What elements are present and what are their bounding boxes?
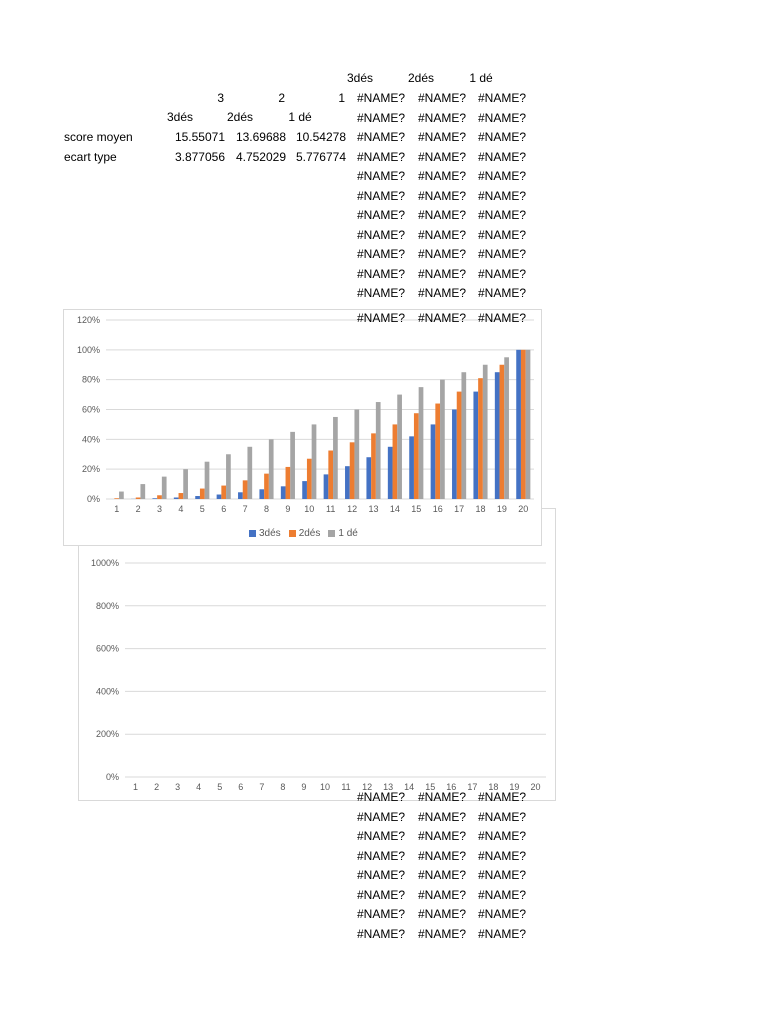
y-tick-label: 120% bbox=[76, 315, 100, 325]
x-tick-label: 19 bbox=[496, 504, 507, 514]
error-cell: #NAME? bbox=[357, 247, 406, 261]
error-cell: #NAME? bbox=[418, 150, 467, 164]
error-cell: #NAME? bbox=[418, 247, 467, 261]
bar-1-dé bbox=[419, 387, 424, 499]
error-cell: #NAME? bbox=[478, 111, 527, 125]
error-cell: #NAME? bbox=[478, 247, 527, 261]
bar-3dés bbox=[324, 474, 329, 499]
x-tick-label: 10 bbox=[304, 504, 315, 514]
bar-2dés bbox=[328, 451, 333, 499]
error-cell: #NAME? bbox=[478, 228, 527, 242]
bar-1-dé bbox=[397, 395, 402, 499]
bar-2dés bbox=[200, 489, 205, 499]
bar-1-dé bbox=[269, 439, 274, 499]
x-tick-label: 1 bbox=[114, 504, 120, 514]
error-cell: #NAME? bbox=[478, 311, 527, 325]
y-tick-label: 1000% bbox=[90, 558, 119, 568]
legend-label-2des: 2dés bbox=[298, 528, 321, 539]
error-cell: #NAME? bbox=[478, 810, 527, 824]
ecart-type-value: 3.877056 bbox=[174, 150, 225, 164]
score-moyen-value: 15.55071 bbox=[174, 130, 225, 144]
x-tick-label: 8 bbox=[280, 782, 286, 792]
bar-3dés bbox=[281, 486, 286, 499]
error-cell: #NAME? bbox=[357, 130, 406, 144]
error-cell: #NAME? bbox=[357, 228, 406, 242]
x-tick-label: 18 bbox=[475, 504, 486, 514]
bar-2dés bbox=[478, 378, 483, 499]
error-cell: #NAME? bbox=[418, 810, 467, 824]
error-cell: #NAME? bbox=[357, 208, 406, 222]
error-cell: #NAME? bbox=[357, 311, 406, 325]
ecart-type-value: 5.776774 bbox=[295, 150, 346, 164]
error-cell: #NAME? bbox=[478, 927, 527, 941]
bar-3dés bbox=[473, 392, 478, 499]
bar-3dés bbox=[195, 496, 200, 499]
error-cell: #NAME? bbox=[478, 829, 527, 843]
x-tick-label: 14 bbox=[389, 504, 400, 514]
x-tick-label: 6 bbox=[238, 782, 244, 792]
error-cell: #NAME? bbox=[418, 286, 467, 300]
y-tick-label: 600% bbox=[95, 643, 119, 654]
error-cell: #NAME? bbox=[357, 810, 406, 824]
bar-2dés bbox=[435, 404, 440, 499]
error-cell: #NAME? bbox=[478, 790, 527, 804]
bar-3dés bbox=[302, 481, 307, 499]
error-cell: #NAME? bbox=[357, 189, 406, 203]
x-tick-label: 3 bbox=[175, 782, 181, 792]
legend-swatch-1de bbox=[328, 530, 335, 537]
error-cell: #NAME? bbox=[357, 150, 406, 164]
x-tick-label: 17 bbox=[467, 782, 478, 792]
bar-1-dé bbox=[333, 417, 338, 499]
error-cell: #NAME? bbox=[357, 927, 406, 941]
bar-1-dé bbox=[290, 432, 295, 499]
label-cell: 2dés bbox=[226, 110, 254, 124]
bar-3dés bbox=[516, 350, 521, 499]
bar-1-dé bbox=[140, 484, 145, 499]
error-cell: #NAME? bbox=[418, 267, 467, 281]
error-cell: #NAME? bbox=[478, 208, 527, 222]
x-tick-label: 13 bbox=[368, 504, 379, 514]
x-tick-label: 19 bbox=[509, 782, 520, 792]
x-tick-label: 6 bbox=[221, 504, 227, 514]
error-cell: #NAME? bbox=[418, 208, 467, 222]
error-cell: #NAME? bbox=[357, 829, 406, 843]
bar-2dés bbox=[350, 442, 355, 499]
error-cell: #NAME? bbox=[418, 888, 467, 902]
column-header: 1 dé bbox=[469, 71, 493, 85]
row-label-ecart-type: ecart type bbox=[64, 150, 117, 164]
x-tick-label: 1 bbox=[133, 782, 139, 792]
error-cell: #NAME? bbox=[418, 311, 467, 325]
chart-1[interactable] bbox=[63, 309, 542, 546]
y-tick-label: 20% bbox=[81, 464, 100, 475]
error-cell: #NAME? bbox=[418, 907, 467, 921]
y-tick-label: 60% bbox=[81, 404, 100, 415]
error-cell: #NAME? bbox=[357, 790, 406, 804]
error-cell: #NAME? bbox=[418, 111, 467, 125]
legend-swatch-2des bbox=[289, 530, 296, 537]
legend-label-1de: 1 dé bbox=[338, 528, 358, 539]
bar-2dés bbox=[221, 486, 226, 499]
bar-2dés bbox=[264, 474, 269, 499]
error-cell: #NAME? bbox=[357, 888, 406, 902]
error-cell: #NAME? bbox=[478, 267, 527, 281]
bar-2dés bbox=[286, 467, 291, 499]
x-tick-label: 7 bbox=[259, 782, 265, 792]
legend-label-3des: 3dés bbox=[259, 528, 281, 539]
number-cell: 1 bbox=[338, 91, 345, 105]
chart-1-legend bbox=[249, 528, 358, 539]
error-cell: #NAME? bbox=[418, 91, 467, 105]
error-cell: #NAME? bbox=[478, 130, 527, 144]
x-tick-label: 17 bbox=[454, 504, 465, 514]
x-tick-label: 11 bbox=[326, 504, 336, 514]
error-cell: #NAME? bbox=[478, 888, 527, 902]
x-tick-label: 8 bbox=[263, 504, 270, 514]
bar-1-dé bbox=[312, 424, 317, 499]
bar-3dés bbox=[217, 495, 222, 499]
error-cell: #NAME? bbox=[357, 286, 406, 300]
number-cell: 2 bbox=[278, 91, 285, 105]
bar-1-dé bbox=[504, 357, 509, 499]
error-cell: #NAME? bbox=[357, 91, 406, 105]
y-tick-label: 80% bbox=[81, 374, 100, 385]
x-tick-label: 2 bbox=[135, 504, 141, 514]
error-cell: #NAME? bbox=[418, 868, 467, 882]
chart-2[interactable] bbox=[78, 508, 556, 801]
bar-2dés bbox=[307, 459, 312, 499]
error-cell: #NAME? bbox=[418, 829, 467, 843]
x-tick-label: 14 bbox=[404, 782, 415, 792]
x-tick-label: 3 bbox=[156, 504, 163, 514]
error-cell: #NAME? bbox=[478, 868, 527, 882]
ecart-type-value: 4.752029 bbox=[235, 150, 286, 164]
error-cell: #NAME? bbox=[418, 169, 467, 183]
x-tick-label: 9 bbox=[301, 782, 307, 792]
error-cell: #NAME? bbox=[418, 130, 467, 144]
x-tick-label: 4 bbox=[178, 504, 184, 514]
bar-2dés bbox=[114, 498, 119, 499]
bar-2dés bbox=[393, 424, 398, 499]
x-tick-label: 20 bbox=[518, 504, 529, 514]
y-tick-label: 400% bbox=[95, 686, 119, 697]
y-tick-label: 0% bbox=[86, 494, 100, 504]
bar-2dés bbox=[500, 365, 505, 499]
error-cell: #NAME? bbox=[418, 228, 467, 242]
bar-1-dé bbox=[162, 477, 167, 499]
bar-1-dé bbox=[247, 447, 252, 499]
error-cell: #NAME? bbox=[357, 868, 406, 882]
x-tick-label: 10 bbox=[319, 782, 330, 792]
bar-2dés bbox=[457, 392, 462, 499]
number-cell: 3 bbox=[217, 91, 224, 105]
y-tick-label: 800% bbox=[95, 600, 119, 611]
bar-3dés bbox=[174, 498, 179, 499]
bar-2dés bbox=[179, 493, 184, 499]
x-tick-label: 18 bbox=[488, 782, 499, 792]
bar-1-dé bbox=[483, 365, 488, 499]
legend-swatch-3des bbox=[249, 530, 256, 537]
column-header: 3dés bbox=[346, 71, 374, 85]
bar-2dés bbox=[243, 480, 248, 499]
x-tick-label: 20 bbox=[530, 782, 541, 792]
legend-item-2des bbox=[289, 528, 321, 539]
bar-3dés bbox=[495, 372, 500, 499]
bar-2dés bbox=[136, 498, 141, 499]
y-tick-label: 100% bbox=[76, 344, 100, 355]
bar-2dés bbox=[414, 413, 419, 499]
bar-2dés bbox=[157, 495, 162, 499]
x-tick-label: 5 bbox=[199, 504, 205, 514]
y-tick-label: 40% bbox=[81, 434, 100, 445]
bar-2dés bbox=[521, 350, 526, 499]
score-moyen-value: 10.54278 bbox=[295, 130, 346, 144]
x-tick-label: 4 bbox=[196, 782, 202, 792]
x-tick-label: 16 bbox=[446, 782, 457, 792]
chart-2-svg bbox=[79, 509, 555, 800]
column-header: 2dés bbox=[407, 71, 435, 85]
error-cell: #NAME? bbox=[418, 927, 467, 941]
error-cell: #NAME? bbox=[357, 169, 406, 183]
x-tick-label: 9 bbox=[285, 504, 291, 514]
bar-1-dé bbox=[376, 402, 381, 499]
error-cell: #NAME? bbox=[418, 790, 467, 804]
error-cell: #NAME? bbox=[418, 189, 467, 203]
y-tick-label: 200% bbox=[95, 729, 119, 740]
y-tick-label: 0% bbox=[105, 772, 119, 782]
bar-3dés bbox=[388, 447, 393, 499]
error-cell: #NAME? bbox=[478, 169, 527, 183]
x-tick-label: 15 bbox=[411, 504, 422, 514]
x-tick-label: 12 bbox=[347, 504, 358, 514]
legend-item-1de bbox=[328, 528, 357, 539]
bar-3dés bbox=[409, 436, 414, 499]
bar-3dés bbox=[238, 492, 243, 499]
bar-2dés bbox=[371, 433, 376, 499]
bar-1-dé bbox=[183, 469, 188, 499]
legend-item-3des bbox=[249, 528, 281, 539]
bar-3dés bbox=[366, 457, 371, 499]
bar-1-dé bbox=[205, 462, 210, 499]
error-cell: #NAME? bbox=[357, 849, 406, 863]
bar-1-dé bbox=[354, 410, 359, 500]
error-cell: #NAME? bbox=[478, 907, 527, 921]
bar-1-dé bbox=[440, 380, 445, 499]
error-cell: #NAME? bbox=[478, 189, 527, 203]
x-tick-label: 12 bbox=[362, 782, 373, 792]
x-tick-label: 13 bbox=[383, 782, 394, 792]
bar-3dés bbox=[259, 489, 264, 499]
error-cell: #NAME? bbox=[357, 907, 406, 921]
x-tick-label: 16 bbox=[432, 504, 443, 514]
bar-1-dé bbox=[119, 492, 124, 499]
x-tick-label: 5 bbox=[217, 782, 223, 792]
bar-3dés bbox=[152, 498, 157, 499]
error-cell: #NAME? bbox=[478, 91, 527, 105]
bar-3dés bbox=[452, 410, 457, 500]
error-cell: #NAME? bbox=[357, 111, 406, 125]
error-cell: #NAME? bbox=[357, 267, 406, 281]
x-tick-label: 15 bbox=[425, 782, 436, 792]
label-cell: 1 dé bbox=[288, 110, 312, 124]
error-cell: #NAME? bbox=[478, 286, 527, 300]
bar-1-dé bbox=[461, 372, 466, 499]
bar-3dés bbox=[431, 424, 436, 499]
x-tick-label: 11 bbox=[341, 782, 351, 792]
bar-1-dé bbox=[226, 454, 231, 499]
x-tick-label: 7 bbox=[242, 504, 248, 514]
bar-1-dé bbox=[526, 350, 531, 499]
error-cell: #NAME? bbox=[478, 849, 527, 863]
error-cell: #NAME? bbox=[478, 150, 527, 164]
bar-3dés bbox=[345, 466, 350, 499]
row-label-score-moyen: score moyen bbox=[64, 130, 133, 144]
label-cell: 3dés bbox=[166, 110, 194, 124]
score-moyen-value: 13.69688 bbox=[235, 130, 286, 144]
chart-1-svg bbox=[64, 310, 541, 545]
x-tick-label: 2 bbox=[154, 782, 160, 792]
error-cell: #NAME? bbox=[418, 849, 467, 863]
